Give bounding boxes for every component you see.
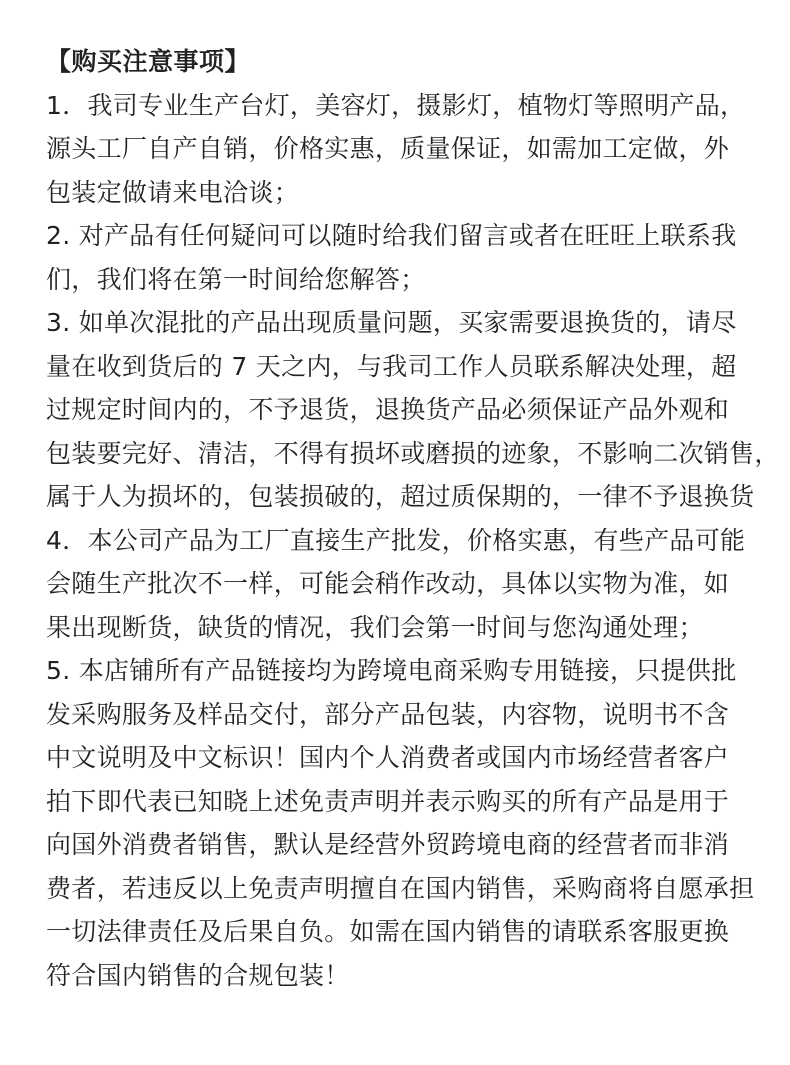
notice-line: 源头工厂自产自销，价格实惠，质量保证，如需加工定做，外	[46, 134, 730, 163]
notice-line: 一切法律责任及后果自负。如需在国内销售的请联系客服更换	[46, 917, 730, 946]
notice-line: 向国外消费者销售，默认是经营外贸跨境电商的经营者而非消	[46, 830, 730, 859]
notice-line: 4．本公司产品为工厂直接生产批发，价格实惠，有些产品可能	[46, 525, 746, 555]
notice-line: 包装要完好、清洁，不得有损坏或磨损的迹象，不影响二次销售，	[46, 438, 780, 468]
notice-line: 拍下即代表已知晓上述免责声明并表示购买的所有产品是用于	[46, 786, 730, 816]
notice-line: 包装定做请来电洽谈；	[46, 177, 300, 207]
notice-line: 1．我司专业生产台灯，美容灯，摄影灯，植物灯等照明产品，	[46, 90, 746, 120]
notice-line: 属于人为损坏的，包装损破的，超过质保期的，一律不予退换货	[46, 482, 755, 511]
notice-line: 们，我们将在第一时间给您解答；	[46, 264, 426, 294]
notice-line: 3. 如单次混批的产品出现质量问题，买家需要退换货的，请尽	[46, 308, 737, 337]
notice-line: 果出现断货，缺货的情况，我们会第一时间与您沟通处理；	[46, 612, 704, 642]
notice-line: 5. 本店铺所有产品链接均为跨境电商采购专用链接，只提供批	[46, 656, 737, 685]
notice-line: 2. 对产品有任何疑问可以随时给我们留言或者在旺旺上联系我	[46, 221, 737, 250]
notice-line: 符合国内销售的合规包装！	[46, 960, 350, 990]
notice-line: 中文说明及中文标识！国内个人消费者或国内市场经营者客户	[46, 743, 730, 772]
notice-line: 会随生产批次不一样，可能会稍作改动，具体以实物为准，如	[46, 569, 730, 598]
notice-line: 量在收到货后的 7 天之内，与我司工作人员联系解决处理，超	[46, 351, 737, 381]
notice-line: 费者，若违反以上免责声明擅自在国内销售，采购商将自愿承担	[46, 873, 755, 903]
notice-title: 【购买注意事项】	[46, 47, 251, 76]
notice-line: 发采购服务及样品交付，部分产品包装，内容物，说明书不含	[46, 699, 730, 729]
notice-line: 过规定时间内的，不予退货，退换货产品必须保证产品外观和	[46, 395, 730, 424]
